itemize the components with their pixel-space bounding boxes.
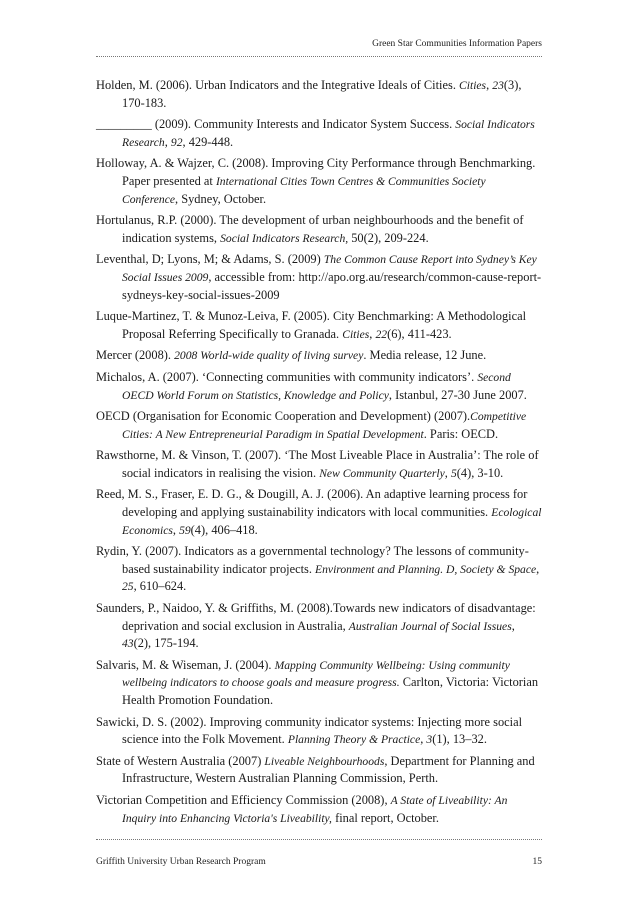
reference-text: (6), 411-423. (387, 326, 452, 341)
reference-italic-text: Australian Journal of Social Issues (348, 619, 512, 633)
reference-text: (2), 175-194. (133, 636, 199, 651)
reference-italic-text: 5 (450, 466, 457, 480)
reference-text: Victorian Competition and Efficiency Commission (2008), (96, 792, 391, 807)
reference-entry (96, 714, 544, 749)
reference-text: Holden, M. (2006). Urban Indicators and the Integrative Ideals of Cities. (96, 78, 460, 92)
reference-italic-text: Social Indicators Research (122, 118, 535, 149)
reference-entry (96, 486, 544, 539)
reference-text: final report, October. (331, 810, 439, 825)
reference-text: , Istanbul, 27-30 June 2007. (388, 387, 527, 402)
reference-italic-text: International Cities Town Centres & Communities Society Conference (122, 174, 486, 206)
reference-entry (96, 543, 544, 596)
reference-text: Hortulanus, R.P. (2000). The development of urban neighbourhoods and the benefit of indication systems, (96, 213, 524, 245)
reference-text: 50(2), 209-224. (348, 230, 429, 245)
running-header: Green Star Communities Information Papers (372, 39, 542, 49)
reference-italic-text: 43 (122, 637, 134, 651)
reference-italic-text: Social Indicators Research, (220, 231, 349, 245)
reference-entry (96, 792, 544, 827)
reference-entry (96, 600, 544, 653)
reference-text: (4), 3-10. (456, 465, 504, 480)
reference-italic-text: The Common Cause Report into Sydney’s Key Social Issues 2009 (122, 253, 537, 284)
reference-italic-text: 92 (170, 135, 183, 149)
reference-text: , (369, 326, 376, 341)
reference-italic-text: Second OECD World Forum on Statistics, Knowledge and Policy (122, 370, 511, 402)
reference-italic-text: 59 (179, 523, 191, 537)
reference-entry (96, 657, 544, 710)
reference-text: , Sydney, October. (175, 191, 267, 206)
reference-italic-text: New Community Quarterly (319, 466, 445, 480)
reference-text: (4), 406–418. (190, 522, 258, 537)
reference-text: Luque-Martinez, T. & Munoz-Leiva, F. (2005). City Benchmarking: A Methodological Proposal Referring Specifically to Granada. (96, 309, 527, 341)
reference-text: Leventhal, D; Lyons, M; & Adams, S. (2009) (96, 252, 324, 267)
reference-italic-text: A State of Liveability: An Inquiry into Enhancing Victoria's Liveability, (122, 793, 508, 825)
reference-text: Salvaris, M. & Wiseman, J. (2004). (96, 657, 275, 672)
reference-text: , (536, 561, 540, 576)
reference-text: . Paris: OECD. (423, 426, 499, 441)
reference-text: , 429-448. (182, 134, 234, 149)
reference-entry (96, 77, 544, 112)
reference-entry (96, 369, 544, 404)
header-rule (96, 56, 542, 57)
reference-text: Michalos, A. (2007). ‘Connecting communities with community indicators’. (96, 369, 478, 384)
reference-list (96, 77, 544, 831)
reference-text: , (444, 465, 451, 480)
reference-text: OECD (Organisation for Economic Cooperation and Development) (2007). (96, 409, 471, 424)
reference-text: , (420, 732, 427, 747)
reference-entry (96, 116, 544, 151)
reference-text: Mercer (2008). (96, 348, 175, 363)
reference-url[interactable]: http://apo.org.au/research/common-cause-report-sydneys-key-social-issues-2009 (122, 269, 542, 302)
reference-text: , (486, 78, 493, 92)
reference-entry (96, 447, 544, 482)
page-number: 15 (532, 857, 542, 867)
reference-italic-text: Ecological Economics (122, 506, 542, 537)
reference-italic-text: Competitive Cities: A New Entrepreneurial Paradigm in Spatial Development (122, 410, 527, 441)
reference-italic-text: Planning Theory & Practice (287, 733, 421, 747)
reference-text: Sawicki, D. S. (2002). Improving community indicator systems: Injecting more social science into the Folk Movement. (96, 714, 523, 747)
reference-italic-text: Cities (342, 327, 370, 341)
reference-italic-text: Mapping Community Wellbeing: Using community wellbeing indicators to choose goals and measure progress. (122, 658, 510, 690)
reference-text: Saunders, P., Naidoo, Y. & Griffiths, M. (2008).Towards new indicators of disadvantage: deprivation and social exclusion in Australia, (96, 601, 536, 633)
reference-text: Carlton, Victoria: Victorian Health Promotion Foundation. (122, 675, 539, 707)
reference-text: State of Western Australia (2007) (96, 753, 265, 768)
reference-text: (1), 13–32. (432, 732, 487, 747)
reference-text: , (511, 618, 515, 633)
reference-italic-text: 2008 World-wide quality of living survey (174, 349, 364, 363)
reference-entry (96, 308, 544, 343)
reference-italic-text: Environment and Planning. D, Society & Space (315, 562, 537, 576)
reference-italic-text: 25 (122, 580, 134, 594)
reference-text: Rydin, Y. (2007). Indicators as a governmental technology? The lessons of community-based sustainability indicator projects. (96, 544, 529, 576)
reference-entry (96, 753, 544, 788)
reference-italic-text: Liveable Neighbourhoods (264, 754, 385, 768)
reference-text: _________ (2009). Community Interests and Indicator System Success. (96, 117, 456, 132)
reference-entry (96, 251, 544, 304)
footer-rule (96, 839, 542, 840)
reference-text: , 610–624. (133, 579, 187, 594)
reference-entry (96, 212, 544, 247)
reference-text: , Department for Planning and Infrastructure, Western Australian Planning Commission, Perth. (122, 753, 535, 786)
reference-text: , (172, 522, 180, 537)
reference-text: Reed, M. S., Fraser, E. D. G., & Dougill, A. J. (2006). An adaptive learning process for developing and applying sustainability indicators with local communities. (96, 487, 528, 520)
footer-organization: Griffith University Urban Research Program (96, 857, 266, 867)
reference-entry (96, 408, 544, 443)
reference-text: (3), 170-183. (122, 78, 522, 110)
reference-italic-text: 23 (492, 79, 504, 92)
reference-italic-text: Cities (459, 79, 487, 92)
reference-text: Holloway, A. & Wajzer, C. (2008). Improving City Performance through Benchmarking. Paper presented at (96, 156, 536, 188)
reference-text: . Media release, 12 June. (363, 348, 487, 363)
reference-text: , accessible from: (208, 269, 299, 284)
reference-text: Rawsthorne, M. & Vinson, T. (2007). ‘The Most Liveable Place in Australia’: The role of social indicators in realising the vision. (96, 448, 539, 480)
reference-entry (96, 155, 544, 208)
reference-entry (96, 347, 544, 365)
reference-text: , (164, 134, 171, 149)
reference-italic-text: 3 (426, 733, 433, 747)
reference-italic-text: 22 (375, 327, 388, 341)
